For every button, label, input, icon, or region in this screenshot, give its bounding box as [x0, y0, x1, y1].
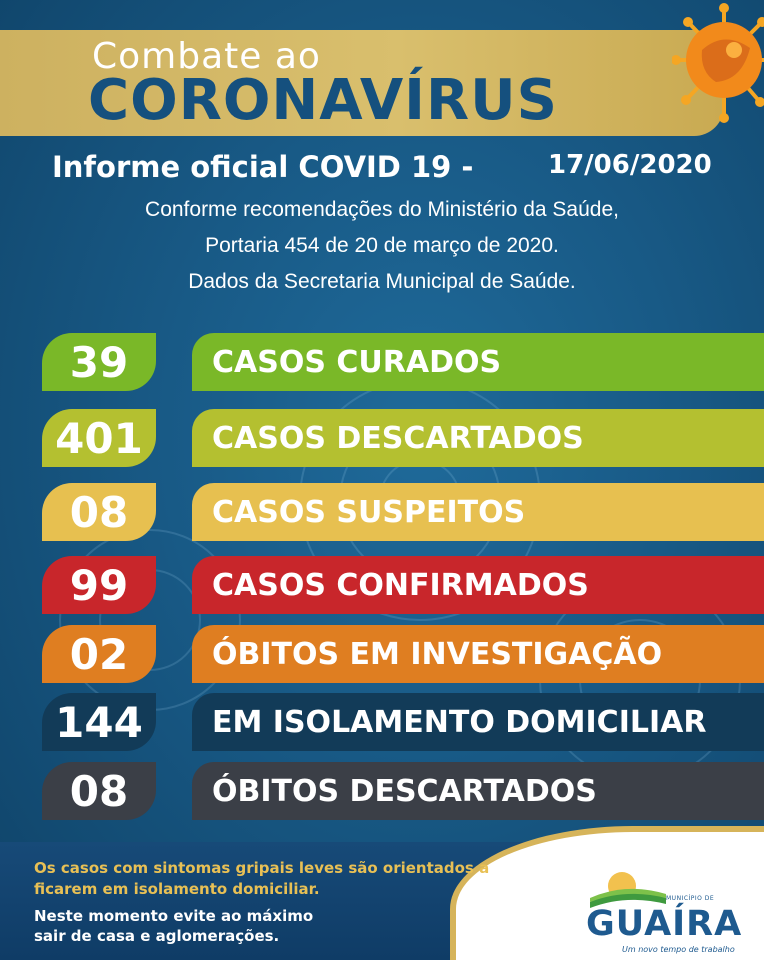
- coronavirus-icon: [672, 0, 764, 130]
- stat-value: 144: [42, 693, 156, 751]
- footer-note-line: sair de casa e aglomerações.: [34, 927, 280, 945]
- title-small: Combate ao: [92, 36, 321, 77]
- headline: Informe oficial COVID 19 -: [52, 150, 474, 184]
- footer-note-line: Neste momento evite ao máximo: [34, 907, 314, 925]
- report-date: 17/06/2020: [548, 150, 712, 180]
- stat-label: CASOS CURADOS: [192, 333, 764, 391]
- stat-row-em-isolamento-domiciliar: [0, 693, 764, 751]
- subline-1: Conforme recomendações do Ministério da Saúde,: [145, 198, 619, 221]
- stat-row-casos-curados: [0, 333, 764, 391]
- stat-value: 08: [42, 483, 156, 541]
- stat-label: EM ISOLAMENTO DOMICILIAR: [192, 693, 764, 751]
- stat-value: 401: [42, 409, 156, 467]
- stat-value: 99: [42, 556, 156, 614]
- stat-row-obitos-em-investigacao: [0, 625, 764, 683]
- title-big: CORONAVÍRUS: [88, 68, 558, 133]
- stat-value: 08: [42, 762, 156, 820]
- stat-label: CASOS SUSPEITOS: [192, 483, 764, 541]
- footer-note-isolation: [34, 858, 489, 900]
- footer-note-line: Os casos com sintomas gripais leves são orientados a: [34, 859, 490, 877]
- stat-row-obitos-descartados: [0, 762, 764, 820]
- subline-3: Dados da Secretaria Municipal de Saúde.: [188, 270, 576, 293]
- stat-value: 39: [42, 333, 156, 391]
- subline-2: Portaria 454 de 20 de março de 2020.: [205, 234, 559, 257]
- stat-row-casos-suspeitos: [0, 483, 764, 541]
- stat-row-casos-confirmados: [0, 556, 764, 614]
- stat-value: 02: [42, 625, 156, 683]
- footer-note-line: ficarem em isolamento domiciliar.: [34, 880, 320, 898]
- stat-label: CASOS CONFIRMADOS: [192, 556, 764, 614]
- stat-row-casos-descartados: [0, 409, 764, 467]
- logo-name: GUAÍRA: [586, 904, 743, 944]
- footer-note-advice: [34, 906, 313, 946]
- logo-tagline: Um novo tempo de trabalho: [622, 945, 735, 954]
- logo-municipio: MUNICÍPIO DE: [666, 895, 715, 902]
- stat-label: CASOS DESCARTADOS: [192, 409, 764, 467]
- stat-label: ÓBITOS EM INVESTIGAÇÃO: [192, 625, 764, 683]
- stat-label: ÓBITOS DESCARTADOS: [192, 762, 764, 820]
